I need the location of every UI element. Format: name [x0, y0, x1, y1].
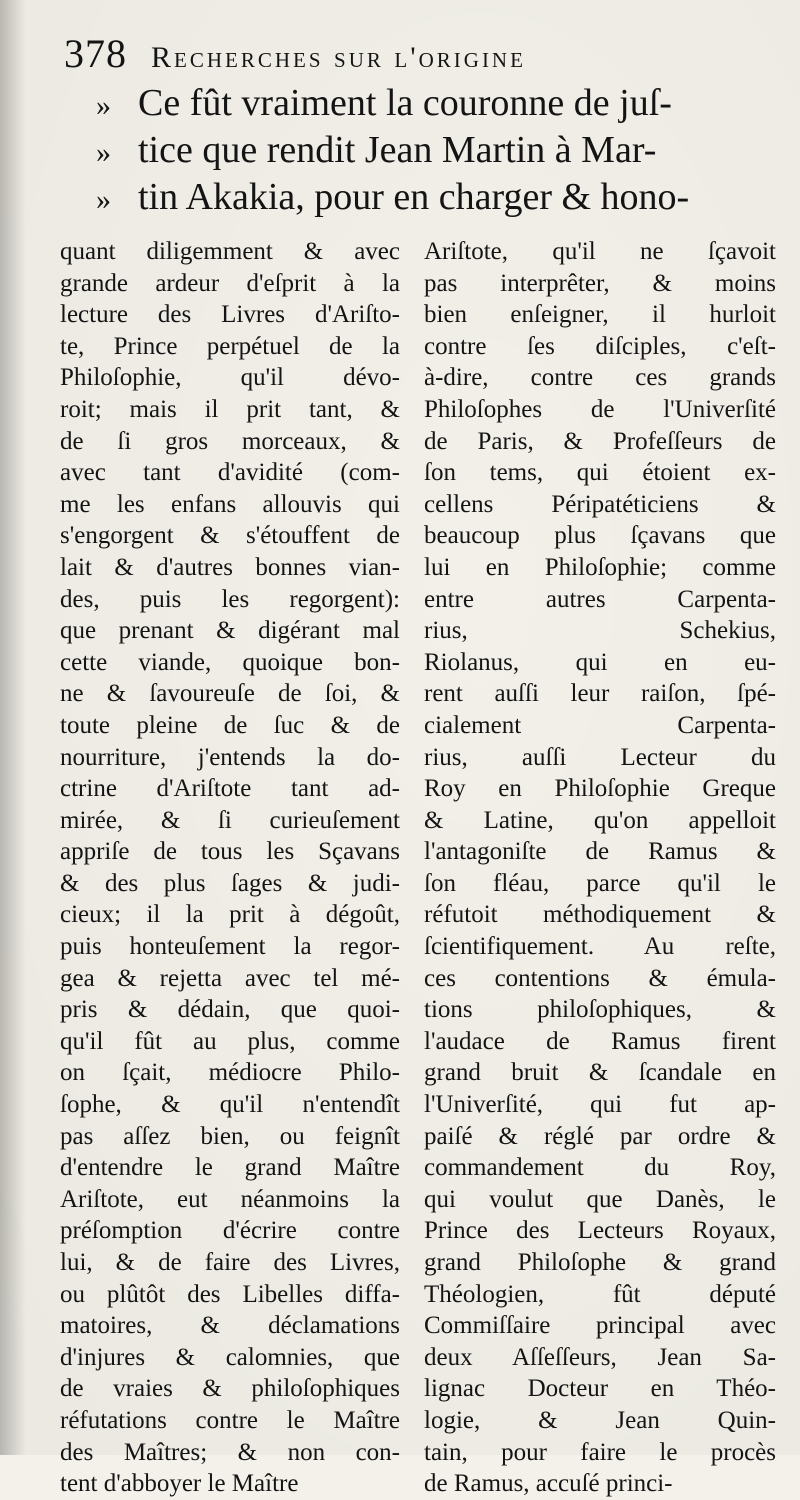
gutter-shadow	[0, 0, 26, 1455]
text-line: Commiſſaire principal avec	[424, 1312, 776, 1340]
text-line: l'audace de Ramus firent	[424, 1027, 776, 1055]
text-line: grand Philoſophe & grand	[424, 1249, 776, 1276]
text-line: nourriture, j'entends la do-	[60, 743, 400, 771]
text-line: gea & rejetta avec tel mé-	[60, 964, 400, 992]
text-line: rius, auſſi Lecteur du	[424, 743, 776, 771]
quote-mark: »	[96, 89, 111, 122]
text-line: lui en Philoſophie; comme	[424, 553, 776, 581]
text-line: ſophe, & qu'il n'entendît	[60, 1091, 400, 1119]
text-line: réfutations contre le Maître	[60, 1406, 400, 1434]
text-line: on ſçait, médiocre Philo-	[60, 1059, 400, 1087]
text-line: de Ramus, accuſé princi-	[424, 1470, 673, 1498]
text-line: à-dire, contre ces grands	[424, 364, 776, 392]
quote-line	[96, 80, 776, 127]
text-line: matoires, & déclamations	[60, 1312, 400, 1340]
text-line: ces contentions & émula-	[424, 964, 776, 992]
text-line: appriſe de tous les Sçavans	[60, 838, 400, 866]
text-line: pris & dédain, que quoi-	[60, 996, 400, 1024]
text-line: lait & d'autres bonnes vian-	[60, 553, 400, 581]
text-line: ctrine d'Ariſtote tant ad-	[60, 775, 400, 803]
text-line: paiſé & réglé par ordre &	[424, 1122, 776, 1150]
text-line: mirée, & ſi curieuſement	[60, 806, 400, 834]
quote-line	[96, 127, 776, 174]
text-line: tent d'abboyer le Maître	[60, 1470, 299, 1498]
text-line: que prenant & digérant mal	[60, 617, 400, 645]
quote-line	[96, 174, 776, 221]
text-line: des, puis les regorgent):	[60, 585, 400, 613]
page-header	[64, 30, 764, 80]
text-columns	[60, 236, 776, 1498]
text-line: tain, pour faire le procès	[424, 1438, 776, 1466]
quotation-block	[96, 80, 776, 221]
running-title: Recherches sur l'origine	[151, 41, 526, 74]
quote-text: tice que rendit Jean Martin à Mar-	[138, 129, 657, 171]
text-line: s'engorgent & s'étouffent de	[60, 522, 400, 550]
text-line: ou plûtôt des Libelles diffa-	[60, 1280, 400, 1308]
text-line: cialement Carpenta-	[424, 711, 776, 739]
text-line: toute pleine de ſuc & de	[60, 711, 400, 739]
text-line: deux Aſſeſſeurs, Jean Sa-	[424, 1343, 776, 1371]
text-line: Roy en Philoſophie Greque	[424, 775, 776, 803]
text-line: qu'il fût au plus, comme	[60, 1027, 400, 1055]
text-line: l'antagoniſte de Ramus &	[424, 838, 776, 866]
text-line: Théologien, fût député	[424, 1280, 776, 1308]
text-line: bien enſeigner, il hurloit	[424, 301, 776, 329]
text-line: ſon tems, qui étoient ex-	[424, 459, 776, 487]
text-line: ſcientifiquement. Au reſte,	[424, 933, 776, 961]
text-line: de vraies & philoſophiques	[60, 1375, 400, 1403]
text-line: logie, & Jean Quin-	[424, 1406, 776, 1434]
quote-text: tin Akakia, pour en charger & hono-	[138, 176, 690, 218]
text-line: quant diligemment & avec	[60, 238, 400, 265]
text-line: pas aſſez bien, ou feignît	[60, 1122, 400, 1150]
text-line: d'entendre le grand Maître	[60, 1154, 400, 1182]
right-column	[424, 236, 776, 1500]
quote-mark: »	[96, 183, 111, 216]
text-line: pas interprêter, & moins	[424, 269, 776, 297]
text-line: roit; mais il prit tant, &	[60, 395, 400, 423]
text-line: beaucoup plus ſçavans que	[424, 522, 776, 550]
text-line: Philoſophes de l'Univerſité	[424, 395, 776, 423]
text-line: cellens Péripatéticiens &	[424, 490, 776, 518]
text-line: cette viande, quoique bon-	[60, 648, 400, 676]
text-line: commandement du Roy,	[424, 1154, 776, 1182]
text-line: de ſi gros morceaux, &	[60, 427, 400, 455]
text-line: grande ardeur d'eſprit à la	[60, 269, 400, 297]
text-line: avec tant d'avidité (com-	[60, 459, 400, 487]
text-line: Ariſtote, qu'il ne ſçavoit	[424, 238, 776, 265]
text-line: ſon fléau, parce qu'il le	[424, 869, 776, 897]
text-line: Prince des Lecteurs Royaux,	[424, 1217, 776, 1245]
page-number: 378	[64, 31, 127, 76]
text-line: rius, Schekius,	[424, 617, 776, 645]
text-line: de Paris, & Profeſſeurs de	[424, 427, 776, 455]
text-line: ne & ſavoureuſe de ſoi, &	[60, 680, 400, 708]
text-line: qui voulut que Danès, le	[424, 1185, 776, 1213]
text-line: me les enfans allouvis qui	[60, 490, 400, 518]
text-line: & des plus ſages & judi-	[60, 869, 400, 897]
text-line: réfutoit méthodiquement &	[424, 901, 776, 929]
text-line: préſomption d'écrire contre	[60, 1217, 400, 1245]
text-line: l'Univerſité, qui fut ap-	[424, 1091, 776, 1119]
quote-text: Ce fût vraiment la couronne de juſ-	[138, 82, 672, 124]
text-line: Riolanus, qui en eu-	[424, 648, 776, 676]
text-line: d'injures & calomnies, que	[60, 1343, 400, 1371]
quote-mark: »	[96, 136, 111, 169]
text-line: lecture des Livres d'Ariſto-	[60, 301, 400, 329]
text-line: te, Prince perpétuel de la	[60, 332, 400, 360]
text-line: tions philoſophiques, &	[424, 996, 776, 1024]
left-column	[60, 236, 400, 1500]
text-line: lui, & de faire des Livres,	[60, 1249, 400, 1276]
text-line: Ariſtote, eut néanmoins la	[60, 1185, 400, 1213]
text-line: lignac Docteur en Théo-	[424, 1375, 776, 1403]
text-line: contre ſes diſciples, c'eſt-	[424, 332, 776, 360]
text-line: grand bruit & ſcandale en	[424, 1059, 776, 1087]
text-line: des Maîtres; & non con-	[60, 1438, 400, 1466]
text-line: entre autres Carpenta-	[424, 585, 776, 613]
text-line: cieux; il la prit à dégoût,	[60, 901, 400, 929]
text-line: & Latine, qu'on appelloit	[424, 806, 776, 834]
text-line: Philoſophie, qu'il dévo-	[60, 364, 400, 392]
text-line: puis honteuſement la regor-	[60, 933, 400, 961]
text-line: rent auſſi leur raiſon, ſpé-	[424, 680, 776, 708]
